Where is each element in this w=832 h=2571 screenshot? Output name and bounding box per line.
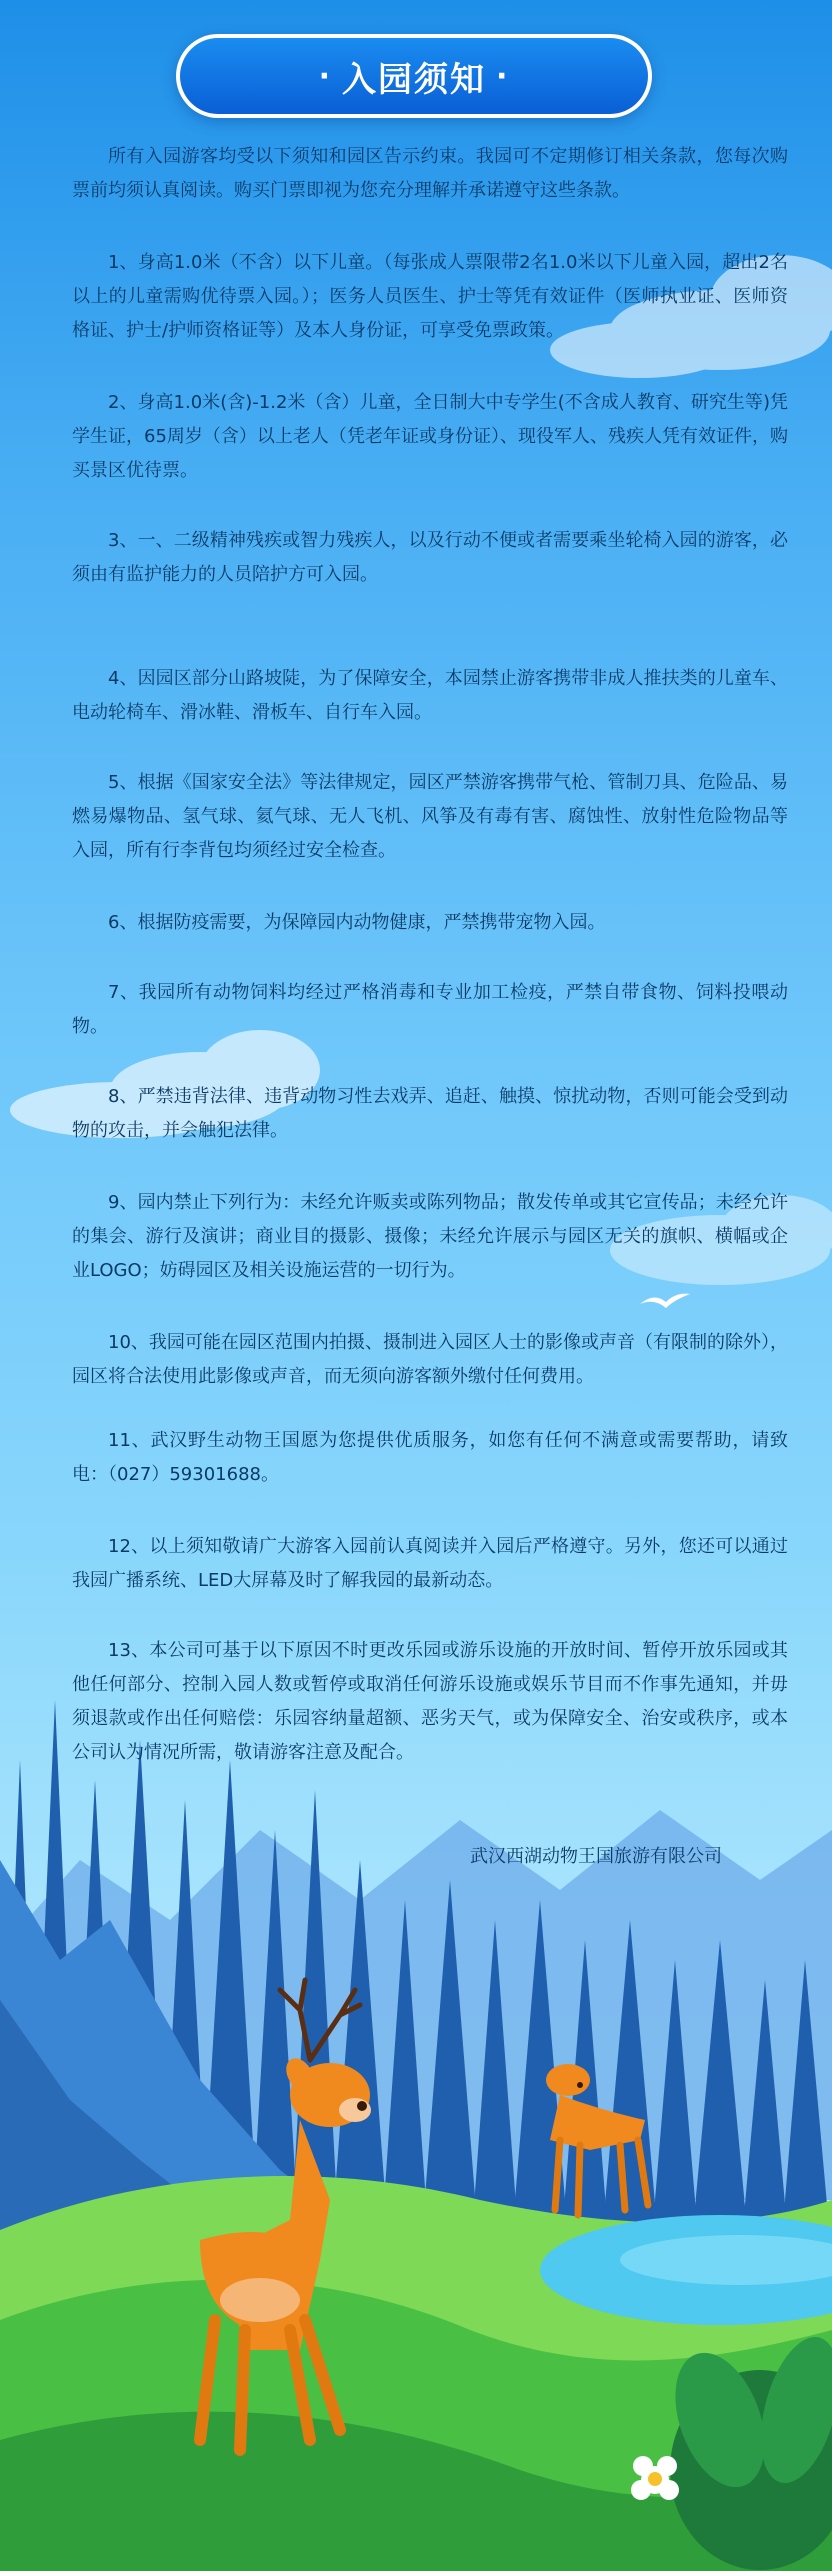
rule-item: 1、身高1.0米（不含）以下儿童。（每张成人票限带2名1.0米以下儿童入园，超出2名以上的儿童需购优待票入园。）；医务人员医生、护士等凭有效证件（医师执业证、医师资格证、护士/护师资格证等）及本人身份证，可享受免票政策。: [72, 252, 788, 341]
company-signature: 武汉西湖动物王国旅游有限公司: [470, 1846, 722, 1867]
bird-icon: [640, 1290, 690, 1314]
rule-item: 3、一、二级精神残疾或智力残疾人，以及行动不便或者需要乘坐轮椅入园的游客，必须由有监护能力的人员陪护方可入园。: [72, 530, 788, 585]
title-banner: [176, 34, 652, 118]
rule-item: 6、根据防疫需要，为保障园内动物健康，严禁携带宠物入园。: [108, 912, 606, 933]
rule-item: 5、根据《国家安全法》等法律规定，园区严禁游客携带气枪、管制刀具、危险品、易燃易爆物品、氢气球、氦气球、无人飞机、风筝及有毒有害、腐蚀性、放射性危险物品等入园，所有行李背包均须经过安全检查。: [72, 772, 788, 861]
intro-paragraph: 所有入园游客均受以下须知和园区告示约束。我园可不定期修订相关条款，您每次购票前均须认真阅读。购买门票即视为您充分理解并承诺遵守这些条款。: [72, 146, 788, 201]
rule-item: 10、我园可能在园区范围内拍摄、摄制进入园区人士的影像或声音（有限制的除外），园区将合法使用此影像或声音，而无须向游客额外缴付任何费用。: [72, 1332, 788, 1387]
rule-item: 4、因园区部分山路坡陡，为了保障安全，本园禁止游客携带非成人推扶类的儿童车、电动轮椅车、滑冰鞋、滑板车、自行车入园。: [72, 668, 788, 723]
rule-item: 12、以上须知敬请广大游客入园前认真阅读并入园后严格遵守。另外，您还可以通过我园广播系统、LED大屏幕及时了解我园的最新动态。: [72, 1536, 788, 1591]
rule-item: 7、我园所有动物饲料均经过严格消毒和专业加工检疫，严禁自带食物、饲料投喂动物。: [72, 982, 788, 1037]
page-title: 入园须知: [342, 59, 486, 100]
rule-item: 9、园内禁止下列行为：未经允许贩卖或陈列物品；散发传单或其它宣传品；未经允许的集会、游行及演讲；商业目的摄影、摄像；未经允许展示与园区无关的旗帜、横幅或企业LOGO；妨碍园区及相关设施运营的一切行为。: [72, 1192, 788, 1281]
rule-item: 13、本公司可基于以下原因不时更改乐园或游乐设施的开放时间、暂停开放乐园或其他任何部分、控制入园人数或暂停或取消任何游乐设施或娱乐节目而不作事先通知，并毋须退款或作出任何赔偿：乐园容纳量超额、恶劣天气，或为保障安全、治安或秩序，或本公司认为情况所需，敬请游客注意及配合。: [72, 1640, 788, 1763]
title-banner-inner: [180, 38, 648, 114]
rule-item: 2、身高1.0米(含)-1.2米（含）儿童，全日制大中专学生(不含成人教育、研究生等)凭学生证，65周岁（含）以上老人（凭老年证或身份证）、现役军人、残疾人凭有效证件，购买景区优待票。: [72, 392, 788, 481]
rule-item: 11、武汉野生动物王国愿为您提供优质服务，如您有任何不满意或需要帮助，请致电：（027）59301688。: [72, 1430, 788, 1485]
title-dot-left: ·: [318, 58, 332, 94]
title-dot-right: ·: [496, 58, 510, 94]
rule-item: 8、严禁违背法律、违背动物习性去戏弄、追赶、触摸、惊扰动物，否则可能会受到动物的攻击，并会触犯法律。: [72, 1086, 788, 1141]
